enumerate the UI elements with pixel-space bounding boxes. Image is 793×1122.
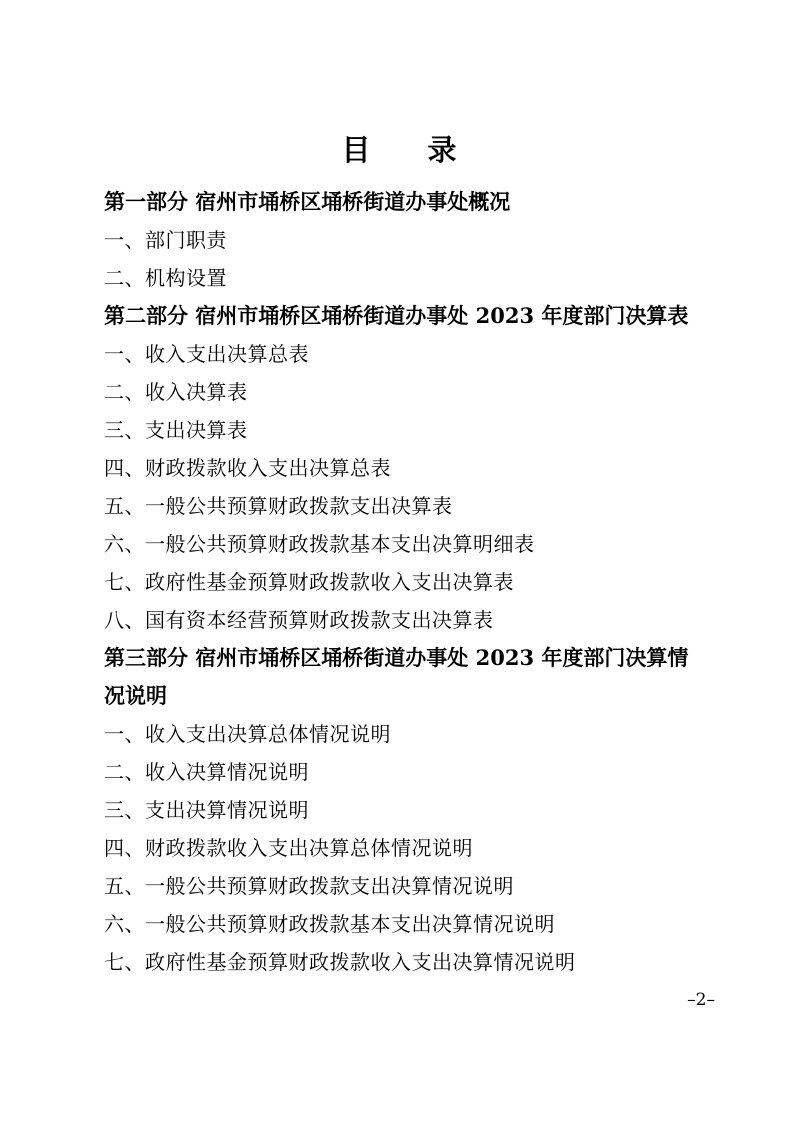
toc-entry[interactable]: 一、收入支出决算总体情况说明	[104, 722, 391, 746]
toc-entry[interactable]: 六、一般公共预算财政拨款基本支出决算明细表	[104, 532, 535, 556]
toc-entry[interactable]: 二、机构设置	[104, 266, 227, 290]
toc-entry[interactable]: 四、财政拨款收入支出决算总表	[104, 456, 391, 480]
page-title: 目 录	[341, 133, 471, 167]
toc-entry[interactable]: 二、收入决算情况说明	[104, 760, 309, 784]
toc-entry[interactable]: 七、政府性基金预算财政拨款收入支出决算表	[104, 570, 514, 594]
toc-entry[interactable]: 六、一般公共预算财政拨款基本支出决算情况说明	[104, 912, 555, 936]
toc-entry[interactable]: 二、收入决算表	[104, 380, 248, 404]
toc-content	[104, 128, 694, 981]
section-heading-1: 第一部分 宿州市埇桥区埇桥街道办事处概况	[104, 189, 511, 214]
toc-entry[interactable]: 一、部门职责	[104, 228, 227, 252]
toc-entry[interactable]: 三、支出决算表	[104, 418, 248, 442]
toc-entry[interactable]: 三、支出决算情况说明	[104, 798, 309, 822]
section-heading-3: 第三部分 宿州市埇桥区埇桥街道办事处 2023 年度部门决算情况说明	[104, 645, 689, 708]
page-number: –2–	[687, 990, 715, 1010]
toc-entry[interactable]: 五、一般公共预算财政拨款支出决算情况说明	[104, 874, 514, 898]
toc-entry[interactable]: 一、收入支出决算总表	[104, 342, 309, 366]
toc-entry[interactable]: 五、一般公共预算财政拨款支出决算表	[104, 494, 453, 518]
toc-entry[interactable]: 八、国有资本经营预算财政拨款支出决算表	[104, 608, 494, 632]
section-heading-2: 第二部分 宿州市埇桥区埇桥街道办事处 2023 年度部门决算表	[104, 303, 689, 328]
toc-entry[interactable]: 四、财政拨款收入支出决算总体情况说明	[104, 836, 473, 860]
toc-entry[interactable]: 七、政府性基金预算财政拨款收入支出决算情况说明	[104, 950, 576, 974]
